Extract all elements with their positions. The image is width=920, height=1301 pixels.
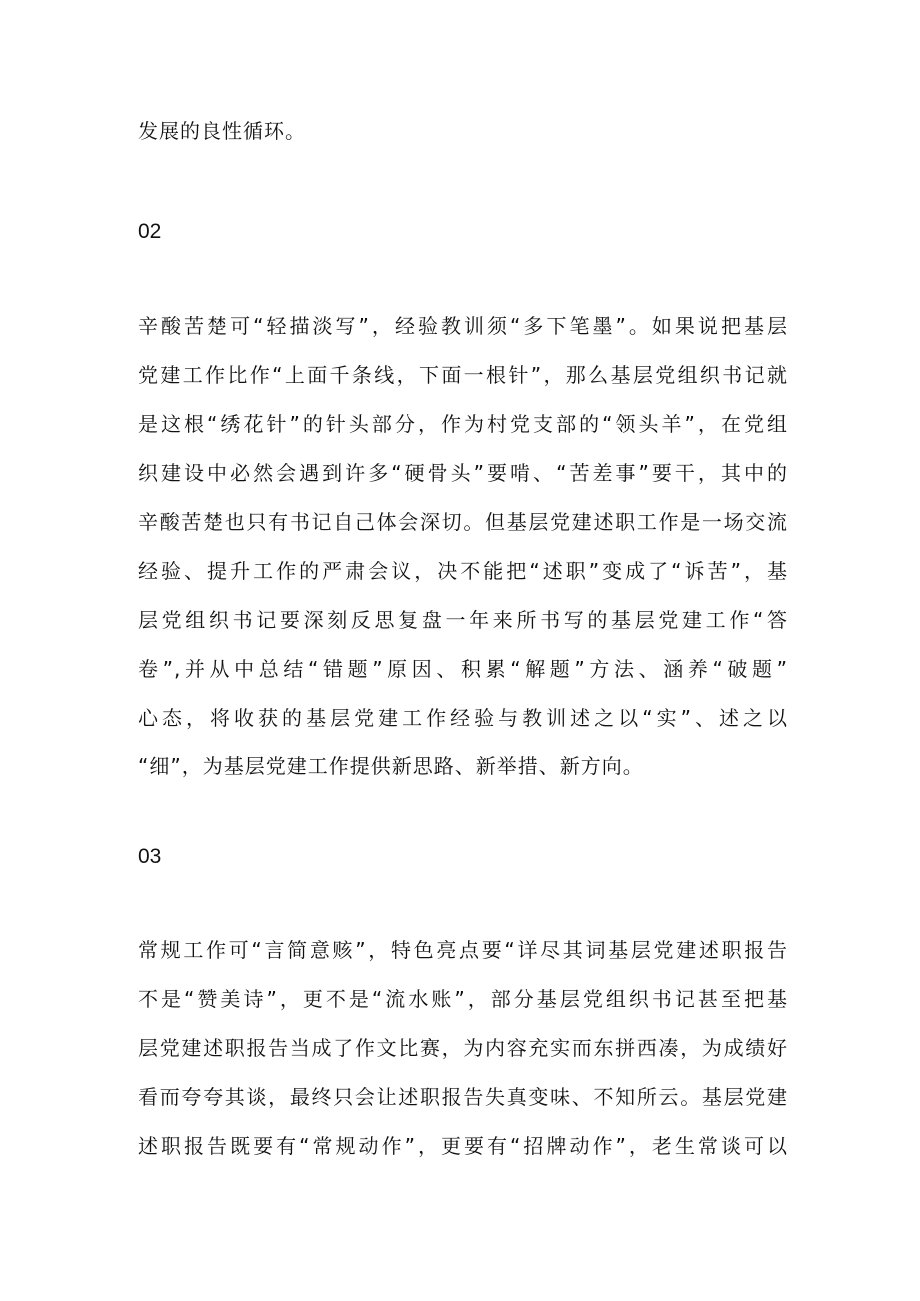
text-line: 发展的良性循环。	[138, 119, 306, 143]
text-line: 常规工作可“言简意赅”，特色亮点要“详尽其词基层党建述职报告	[138, 938, 788, 962]
text-line: 心态，将收获的基层党建工作经验与教训述之以“实”、述之以	[138, 706, 788, 730]
text-line: 不是“赞美诗”，更不是“流水账”，部分基层党组织书记甚至把基	[138, 987, 788, 1011]
text-line: 辛酸苦楚可“轻描淡写”，经验教训须“多下笔墨”。如果说把基层	[138, 314, 788, 338]
text-line: 层党建述职报告当成了作文比赛，为内容充实而东拼西凑，为成绩好	[138, 1036, 788, 1060]
text-line: 看而夸夸其谈，最终只会让述职报告失真变味、不知所云。基层党建	[138, 1085, 788, 1109]
text-line: 党建工作比作“上面千条线，下面一根针”，那么基层党组织书记就	[138, 363, 788, 387]
text-line: 是这根“绣花针”的针头部分，作为村党支部的“领头羊”，在党组	[138, 412, 788, 436]
text-line: 层党组织书记要深刻反思复盘一年来所书写的基层党建工作“答	[138, 608, 788, 632]
text-line: “细”，为基层党建工作提供新思路、新举措、新方向。	[138, 754, 644, 778]
text-line: 经验、提升工作的严肃会议，决不能把“述职”变成了“诉苦”，基	[138, 559, 788, 583]
section-number: 03	[138, 845, 162, 868]
text-line: 辛酸苦楚也只有书记自己体会深切。但基层党建述职工作是一场交流	[138, 510, 788, 534]
section-number: 02	[138, 220, 162, 243]
text-line: 织建设中必然会遇到许多“硬骨头”要啃、“苦差事”要干，其中的	[138, 461, 788, 485]
text-line: 述职报告既要有“常规动作”，更要有“招牌动作”，老生常谈可以	[138, 1134, 788, 1158]
text-line: 卷”,并从中总结“错题”原因、积累“解题”方法、涵养“破题”	[138, 657, 788, 681]
